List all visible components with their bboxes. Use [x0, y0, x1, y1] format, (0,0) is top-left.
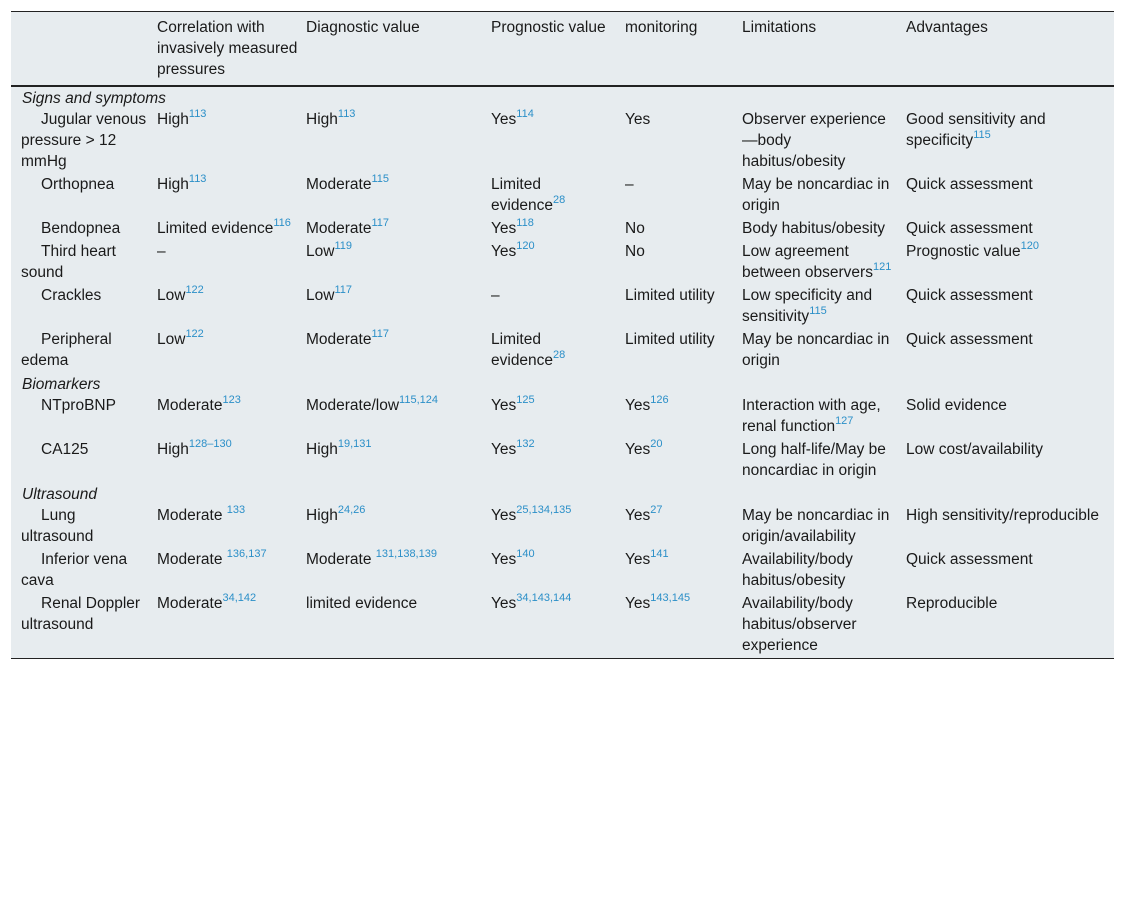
reference-link[interactable]: 136,137: [226, 547, 267, 560]
table-cell-diagnostic-value: [306, 549, 491, 593]
congestion-assessment-table: [11, 11, 1114, 659]
row-label: Peripheral edema: [21, 331, 112, 369]
table-cell-diagnostic-value: [306, 241, 491, 285]
table-cell-correlation-with-invasively-measured-pressures: [157, 395, 306, 439]
cell-text: No: [625, 220, 645, 237]
cell-text: Moderate: [157, 507, 227, 524]
cell-text: Low agreement between observers: [742, 243, 873, 281]
table-cell-limitations: [742, 395, 906, 439]
reference-link[interactable]: 117: [334, 283, 352, 296]
cell-text: Low: [306, 243, 335, 260]
table-cell-limitations: [742, 241, 906, 285]
cell-text: Yes: [491, 595, 517, 612]
table-cell-monitoring: [625, 285, 742, 329]
reference-link[interactable]: 113: [337, 107, 356, 120]
cell-text: Observer experience—body habitus/obesity: [742, 111, 886, 170]
row-label: NTproBNP: [41, 397, 116, 414]
reference-link[interactable]: 126: [650, 393, 669, 406]
row-label: Bendopnea: [41, 220, 121, 237]
cell-text: limited evidence: [306, 595, 418, 612]
cell-text: Yes: [625, 595, 651, 612]
table-cell-diagnostic-value: [306, 439, 491, 483]
row-label: Jugular venous pressure > 12 mmHg: [21, 111, 147, 170]
reference-link[interactable]: 28: [553, 348, 566, 361]
cell-text: High: [157, 111, 189, 128]
cell-text: Limited evidence: [491, 176, 554, 214]
table-cell-diagnostic-value: [306, 218, 491, 241]
cell-text: May be noncardiac in origin: [742, 176, 890, 214]
reference-link[interactable]: 127: [835, 414, 854, 427]
cell-text: Reproducible: [906, 595, 998, 612]
cell-text: Moderate: [157, 551, 227, 568]
cell-text: Moderate: [306, 220, 372, 237]
cell-text: Body habitus/obesity: [742, 220, 886, 237]
cell-text: Quick assessment: [906, 551, 1033, 568]
cell-text: Solid evidence: [906, 397, 1007, 414]
reference-link[interactable]: 123: [222, 393, 241, 406]
row-label: Lung ultrasound: [21, 507, 94, 545]
table-cell-limitations: [742, 218, 906, 241]
cell-text: High sensitivity/reproducible: [906, 507, 1099, 524]
cell-text: Yes: [491, 441, 517, 458]
table-cell-monitoring: [625, 109, 742, 174]
section-title: Biomarkers: [22, 376, 101, 393]
cell-text: Limited utility: [625, 287, 715, 304]
reference-link[interactable]: 115,124: [399, 393, 438, 406]
table-cell-prognostic-value: [491, 439, 625, 483]
table-cell-monitoring: [625, 593, 742, 658]
row-label: Third heart sound: [21, 243, 116, 281]
table-cell-diagnostic-value: [306, 395, 491, 439]
reference-link[interactable]: 34,142: [222, 591, 257, 604]
table-cell-advantages: [906, 285, 1114, 329]
table-cell-correlation-with-invasively-measured-pressures: [157, 593, 306, 658]
cell-text: High: [306, 111, 338, 128]
section-row-ultrasound: [11, 483, 1114, 505]
cell-text: Limited evidence: [491, 331, 554, 369]
column-header-correlation-with-invasively-measured-pressures: Correlation with invasively measured pressures: [157, 19, 298, 78]
cell-text: Limited utility: [625, 331, 715, 348]
table-row: [11, 549, 1114, 593]
cell-text: Good sensitivity and specificity: [906, 111, 1046, 149]
table-cell-diagnostic-value: [306, 174, 491, 218]
table-cell-correlation-with-invasively-measured-pressures: [157, 174, 306, 218]
cell-text: No: [625, 243, 645, 260]
column-header-blank: [11, 12, 157, 86]
table-cell-diagnostic-value: [306, 593, 491, 658]
row-label: CA125: [41, 441, 89, 458]
reference-link[interactable]: 117: [371, 216, 390, 229]
table-cell-monitoring: [625, 395, 742, 439]
table-cell-correlation-with-invasively-measured-pressures: [157, 218, 306, 241]
table-cell-correlation-with-invasively-measured-pressures: [157, 109, 306, 174]
column-header-advantages: Advantages: [906, 19, 988, 36]
table-cell-diagnostic-value: [306, 505, 491, 549]
cell-text: Moderate/low: [306, 397, 400, 414]
reference-link[interactable]: 27: [650, 503, 663, 516]
cell-text: Limited evidence: [157, 220, 274, 237]
table-row: [11, 285, 1114, 329]
cell-text: High: [157, 441, 189, 458]
table-cell-limitations: [742, 439, 906, 483]
reference-link[interactable]: 115: [371, 172, 390, 185]
cell-text: –: [625, 176, 634, 193]
cell-text: Moderate: [306, 176, 372, 193]
reference-link[interactable]: 115: [973, 128, 991, 141]
reference-link[interactable]: 24,26: [337, 503, 366, 516]
table-cell-limitations: [742, 109, 906, 174]
reference-link[interactable]: 133: [226, 503, 246, 516]
cell-text: Moderate: [157, 595, 223, 612]
table-cell-advantages: [906, 241, 1114, 285]
table-row: [11, 218, 1114, 241]
cell-text: Quick assessment: [906, 287, 1033, 304]
table-cell-advantages: [906, 218, 1114, 241]
table-cell-limitations: [742, 329, 906, 373]
table-cell-prognostic-value: [491, 593, 625, 658]
table-cell-monitoring: [625, 549, 742, 593]
cell-text: Yes: [625, 441, 651, 458]
table-cell-prognostic-value: [491, 174, 625, 218]
reference-link[interactable]: 117: [371, 327, 390, 340]
cell-text: –: [157, 243, 166, 260]
table-header: [11, 12, 1114, 86]
cell-text: High: [306, 441, 338, 458]
table-cell-limitations: [742, 174, 906, 218]
column-header-diagnostic-value: Diagnostic value: [306, 19, 420, 36]
reference-link[interactable]: 118: [516, 216, 534, 229]
cell-text: Quick assessment: [906, 220, 1033, 237]
table-cell-prognostic-value: [491, 549, 625, 593]
table-cell-advantages: [906, 109, 1114, 174]
reference-link[interactable]: 120: [516, 239, 535, 252]
cell-text: Low cost/availability: [906, 441, 1043, 458]
table-cell-correlation-with-invasively-measured-pressures: [157, 549, 306, 593]
cell-text: Interaction with age, renal function: [742, 397, 881, 435]
table-cell-limitations: [742, 549, 906, 593]
cell-text: Yes: [625, 507, 651, 524]
table-row: [11, 174, 1114, 218]
table-cell-prognostic-value: [491, 505, 625, 549]
reference-link[interactable]: 131,138,139: [375, 547, 437, 560]
table-row: [11, 109, 1114, 174]
table-cell-correlation-with-invasively-measured-pressures: [157, 439, 306, 483]
table-cell-prognostic-value: [491, 395, 625, 439]
cell-text: Yes: [491, 507, 517, 524]
row-label: Inferior vena cava: [21, 551, 128, 589]
reference-link[interactable]: 128–130: [188, 437, 232, 450]
reference-link[interactable]: 19,131: [337, 437, 372, 450]
table-cell-prognostic-value: [491, 218, 625, 241]
table-cell-advantages: [906, 395, 1114, 439]
reference-link[interactable]: 115: [809, 304, 827, 317]
column-header-monitoring: monitoring: [625, 19, 698, 36]
reference-link[interactable]: 25,134,135: [516, 503, 572, 516]
cell-text: Yes: [491, 551, 517, 568]
table-cell-correlation-with-invasively-measured-pressures: [157, 285, 306, 329]
cell-text: Low: [306, 287, 335, 304]
cell-text: Low: [157, 331, 186, 348]
reference-link[interactable]: 132: [516, 437, 535, 450]
reference-link[interactable]: 122: [185, 327, 204, 340]
table-cell-monitoring: [625, 439, 742, 483]
cell-text: –: [491, 287, 500, 304]
table-cell-correlation-with-invasively-measured-pressures: [157, 329, 306, 373]
cell-text: Availability/body habitus/obesity: [742, 551, 853, 589]
table-row: [11, 241, 1114, 285]
table-row: [11, 593, 1114, 658]
table-cell-advantages: [906, 329, 1114, 373]
table-cell-prognostic-value: [491, 329, 625, 373]
row-label: Orthopnea: [41, 176, 115, 193]
reference-link[interactable]: 125: [516, 393, 535, 406]
reference-link[interactable]: 28: [553, 193, 566, 206]
table-cell-diagnostic-value: [306, 329, 491, 373]
cell-text: Low specificity and sensitivity: [742, 287, 873, 325]
cell-text: Low: [157, 287, 186, 304]
reference-link[interactable]: 143,145: [650, 591, 691, 604]
row-label: Crackles: [41, 287, 102, 304]
reference-link[interactable]: 34,143,144: [516, 591, 572, 604]
column-header-prognostic-value: Prognostic value: [491, 19, 606, 36]
cell-text: Quick assessment: [906, 331, 1033, 348]
table-cell-monitoring: [625, 218, 742, 241]
table-body: [11, 86, 1114, 658]
cell-text: Moderate: [306, 331, 372, 348]
table-cell-monitoring: [625, 241, 742, 285]
table-cell-limitations: [742, 505, 906, 549]
table-cell-prognostic-value: [491, 285, 625, 329]
table-cell-limitations: [742, 285, 906, 329]
cell-text: Long half-life/May be noncardiac in origin: [742, 441, 886, 479]
reference-link[interactable]: 114: [516, 107, 534, 120]
cell-text: May be noncardiac in origin/availability: [742, 507, 890, 545]
section-row-biomarkers: [11, 373, 1114, 395]
table-cell-diagnostic-value: [306, 109, 491, 174]
reference-link[interactable]: 120: [1020, 239, 1039, 252]
cell-text: High: [157, 176, 189, 193]
table-cell-advantages: [906, 549, 1114, 593]
cell-text: Moderate: [157, 397, 223, 414]
table-cell-limitations: [742, 593, 906, 658]
reference-link[interactable]: 20: [650, 437, 663, 450]
table-row: [11, 329, 1114, 373]
reference-link[interactable]: 140: [516, 547, 535, 560]
cell-text: Moderate: [306, 551, 376, 568]
table-cell-monitoring: [625, 174, 742, 218]
reference-link[interactable]: 119: [334, 239, 352, 252]
column-header-limitations: Limitations: [742, 19, 817, 36]
table-cell-diagnostic-value: [306, 285, 491, 329]
table-cell-correlation-with-invasively-measured-pressures: [157, 241, 306, 285]
reference-link[interactable]: 116: [273, 216, 291, 229]
cell-text: Yes: [625, 551, 651, 568]
table-row: [11, 395, 1114, 439]
data-table: [11, 12, 1114, 658]
table-cell-advantages: [906, 593, 1114, 658]
reference-link[interactable]: 121: [872, 260, 892, 273]
cell-text: Yes: [491, 243, 517, 260]
table-cell-advantages: [906, 174, 1114, 218]
table-row: [11, 505, 1114, 549]
cell-text: Yes: [625, 111, 651, 128]
cell-text: Yes: [491, 111, 517, 128]
cell-text: Yes: [491, 397, 517, 414]
reference-link[interactable]: 122: [185, 283, 204, 296]
table-cell-advantages: [906, 439, 1114, 483]
cell-text: Yes: [491, 220, 517, 237]
cell-text: May be noncardiac in origin: [742, 331, 890, 369]
table-cell-advantages: [906, 505, 1114, 549]
section-title: Ultrasound: [22, 486, 97, 503]
section-title: Signs and symptoms: [22, 90, 166, 107]
table-cell-prognostic-value: [491, 109, 625, 174]
table-cell-monitoring: [625, 329, 742, 373]
section-row-signs-and-symptoms: [11, 86, 1114, 109]
reference-link[interactable]: 113: [188, 107, 207, 120]
table-cell-prognostic-value: [491, 241, 625, 285]
reference-link[interactable]: 141: [650, 547, 669, 560]
table-cell-monitoring: [625, 505, 742, 549]
table-cell-correlation-with-invasively-measured-pressures: [157, 505, 306, 549]
cell-text: High: [306, 507, 338, 524]
cell-text: Prognostic value: [906, 243, 1021, 260]
row-label: Renal Doppler ultrasound: [21, 595, 141, 633]
cell-text: Availability/body habitus/observer experience: [742, 595, 857, 654]
cell-text: Quick assessment: [906, 176, 1033, 193]
cell-text: Yes: [625, 397, 651, 414]
reference-link[interactable]: 113: [188, 172, 207, 185]
header-row: [11, 12, 1114, 86]
table-row: [11, 439, 1114, 483]
